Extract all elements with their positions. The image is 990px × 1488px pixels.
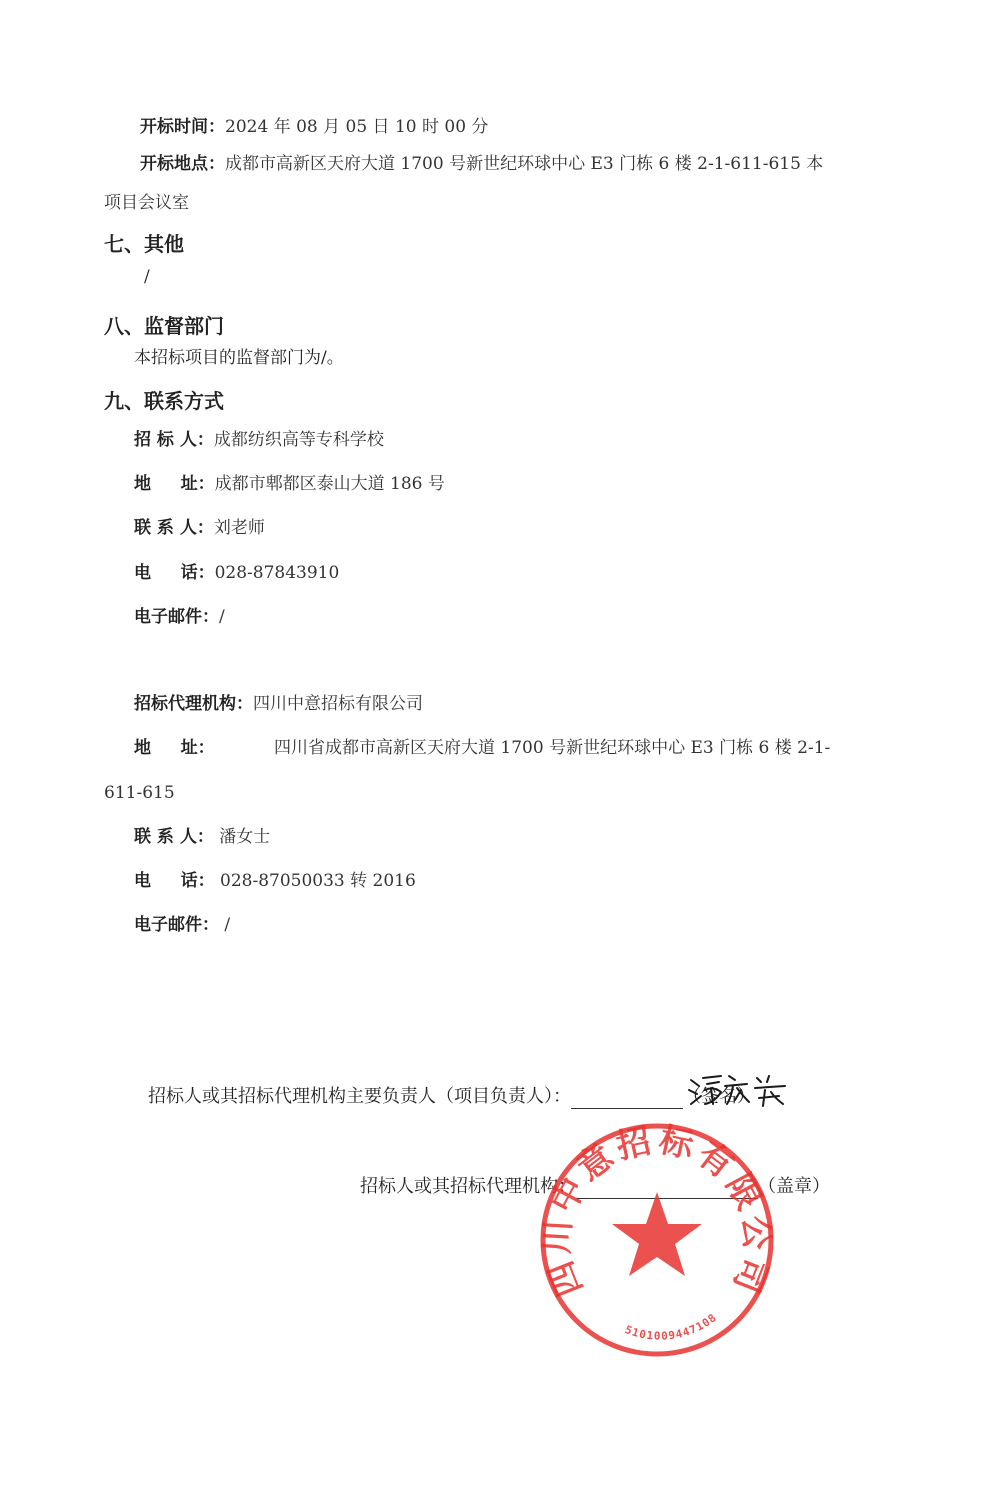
section7-heading: 七、其他 bbox=[104, 232, 184, 256]
tenderer-phone bbox=[134, 562, 339, 584]
agency-name bbox=[134, 693, 423, 715]
opening-place bbox=[140, 153, 823, 175]
section9-heading: 九、联系方式 bbox=[104, 389, 224, 413]
section8-content: 本招标项目的监督部门为/。 bbox=[134, 348, 344, 368]
agency-address bbox=[134, 737, 830, 759]
tenderer-contact bbox=[134, 517, 265, 539]
opening-place-value-1: 成都市高新区天府大道 1700 号新世纪环球中心 E3 门栋 6 楼 2-1-611-615 本 bbox=[225, 154, 824, 174]
agency-contact-value: 潘女士 bbox=[219, 827, 271, 847]
tenderer-phone-label: 电 话： bbox=[134, 563, 215, 583]
tenderer-contact-value: 刘老师 bbox=[213, 518, 265, 538]
agency-name-label: 招标代理机构： bbox=[134, 694, 253, 714]
handwritten-signature bbox=[685, 1068, 795, 1112]
agency-address-label: 地 址： bbox=[134, 738, 215, 758]
tenderer-contact-label: 联 系 人： bbox=[134, 518, 214, 538]
tenderer-address bbox=[134, 473, 445, 495]
opening-time-label: 开标时间： bbox=[140, 117, 225, 137]
tenderer-email-value: / bbox=[219, 607, 225, 627]
agency-address-value-1: 四川省成都市高新区天府大道 1700 号新世纪环球中心 E3 门栋 6 楼 2-1- bbox=[274, 738, 831, 758]
star-icon bbox=[612, 1192, 702, 1276]
agency-email bbox=[134, 914, 230, 936]
seal-code-text: 5101009447108 bbox=[622, 1310, 720, 1343]
signature-person-line bbox=[148, 1086, 755, 1109]
tenderer-email-label: 电子邮件： bbox=[134, 607, 219, 627]
signature-org-label: 招标人或其招标代理机构： bbox=[360, 1176, 576, 1197]
tenderer-address-label: 地 址： bbox=[134, 474, 215, 494]
agency-address-value-2: 611-615 bbox=[104, 783, 175, 803]
svg-text:5101009447108 bbox=[623, 1311, 719, 1343]
section7-content: / bbox=[144, 267, 150, 287]
opening-time bbox=[140, 116, 488, 138]
seal-company-text: 四川中意招标有限公司 bbox=[537, 1120, 777, 1302]
opening-place-value-2: 项目会议室 bbox=[104, 193, 189, 213]
agency-email-label: 电子邮件： bbox=[134, 915, 219, 935]
agency-email-value: / bbox=[224, 915, 231, 935]
agency-contact-label: 联 系 人： bbox=[134, 827, 214, 847]
signature-person-suffix: （签名） bbox=[683, 1086, 755, 1107]
tenderer-name bbox=[134, 429, 384, 451]
agency-phone-label: 电 话： bbox=[134, 871, 215, 891]
tenderer-email bbox=[134, 606, 225, 628]
agency-contact bbox=[134, 826, 270, 848]
section8-heading: 八、监督部门 bbox=[104, 314, 224, 338]
company-seal bbox=[537, 1120, 777, 1360]
opening-place-label: 开标地点： bbox=[140, 154, 225, 174]
tenderer-name-label: 招 标 人： bbox=[134, 430, 214, 450]
agency-name-value: 四川中意招标有限公司 bbox=[253, 694, 423, 714]
signature-org-suffix: （盖章） bbox=[758, 1176, 830, 1197]
tenderer-phone-value: 028-87843910 bbox=[214, 563, 340, 583]
agency-phone-value: 028-87050033 转 2016 bbox=[220, 871, 416, 891]
agency-phone bbox=[134, 870, 416, 892]
opening-time-value: 2024 年 08 月 05 日 10 时 00 分 bbox=[225, 117, 489, 137]
signature-person-label: 招标人或其招标代理机构主要负责人（项目负责人）： bbox=[148, 1086, 571, 1107]
tenderer-address-value: 成都市郫都区泰山大道 186 号 bbox=[214, 474, 445, 494]
tenderer-name-value: 成都纺织高等专科学校 bbox=[213, 430, 384, 450]
